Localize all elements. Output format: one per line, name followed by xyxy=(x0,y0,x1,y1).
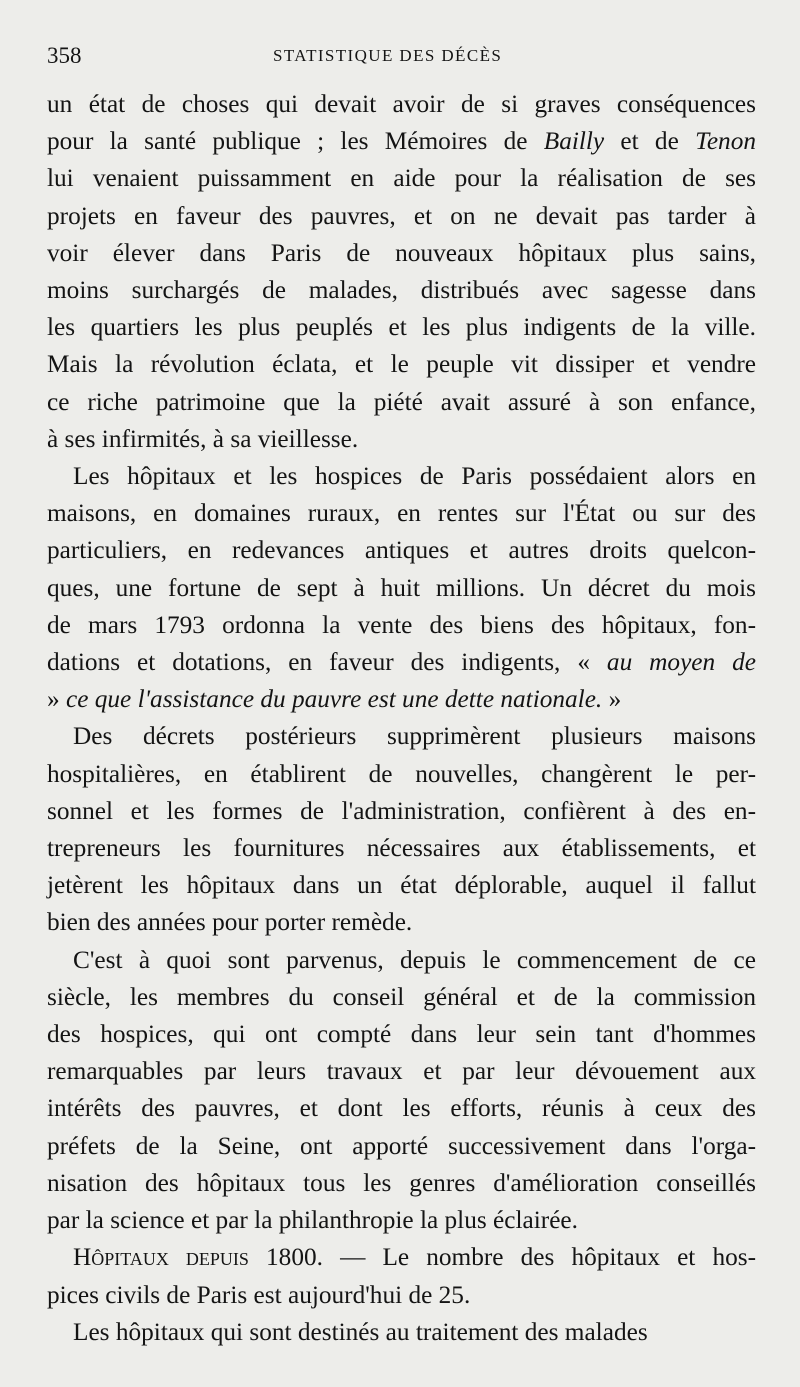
text-run: lui venaient puissamment en aide pour la réalisation de ses xyxy=(47,164,756,193)
text-run: maisons, en domaines ruraux, en rentes sur l'État ou sur des xyxy=(47,499,756,528)
text-run: particuliers, en redevances antiques et autres droits quelcon- xyxy=(47,536,756,565)
text-run: et de xyxy=(604,127,696,156)
text-run: hospitalières, en établirent de nouvelles, changèrent le per- xyxy=(47,759,756,788)
text-run: pices civils de Paris est aujourd'hui de 25. xyxy=(47,1280,471,1309)
text-line xyxy=(47,756,756,793)
text-line xyxy=(47,1239,756,1276)
text-run: les quartiers les plus peuplés et les plus indigents de la ville. xyxy=(47,313,756,342)
text-line xyxy=(47,942,756,979)
text-line xyxy=(47,123,756,160)
text-line xyxy=(47,309,756,346)
italic-text: ce que l'assistance du pauvre est une dette nationale. xyxy=(65,685,603,714)
text-run: bien des années pour porter remède. xyxy=(47,908,413,937)
text-run: ques, une fortune de sept à huit millions. Un décret du mois xyxy=(47,573,756,602)
text-run: Les hôpitaux et les hospices de Paris possédaient alors en xyxy=(73,462,756,491)
text-line xyxy=(47,1053,756,1090)
text-run: voir élever dans Paris de nouveaux hôpitaux plus sains, xyxy=(47,238,756,267)
text-run: sonnel et les formes de l'administration, confièrent à des en- xyxy=(47,796,756,825)
running-head: STATISTIQUE DES DÉCÈS xyxy=(273,46,503,65)
text-line xyxy=(47,86,756,123)
text-run: à ses infirmités, à sa vieillesse. xyxy=(47,424,359,453)
text-run: remarquables par leurs travaux et par leur dévouement aux xyxy=(47,1057,756,1086)
text-run: Des décrets postérieurs supprimèrent plusieurs maisons xyxy=(73,722,756,751)
text-line xyxy=(47,421,756,458)
text-line xyxy=(47,495,756,532)
text-line xyxy=(47,1277,756,1314)
text-line xyxy=(47,1314,756,1351)
text-line xyxy=(47,235,756,272)
text-line xyxy=(47,532,756,569)
text-run: par la science et par la philanthropie la plus éclairée. xyxy=(47,1206,578,1235)
text-run: moins surchargés de malades, distribués avec sagesse dans xyxy=(47,276,756,305)
text-line xyxy=(47,458,756,495)
text-run: » xyxy=(47,685,66,714)
text-line xyxy=(47,644,756,681)
text-run: intérêts des pauvres, et dont les efforts, réunis à ceux des xyxy=(47,1094,756,1123)
text-run: dations et dotations, en faveur des indigents, « xyxy=(47,648,607,677)
text-line xyxy=(47,198,756,235)
text-run: nisation des hôpitaux tous les genres d'amélioration conseillés xyxy=(47,1168,756,1197)
text-line xyxy=(47,346,756,383)
text-line xyxy=(47,1202,756,1239)
text-run: siècle, les membres du conseil général et de la commission xyxy=(47,982,756,1011)
text-line xyxy=(47,1090,756,1127)
page-number: 358 xyxy=(47,43,82,68)
text-line xyxy=(47,830,756,867)
text-run: » xyxy=(602,685,622,714)
text-run: Les hôpitaux qui sont destinés au traitement des malades xyxy=(73,1317,648,1346)
text-line xyxy=(47,607,756,644)
italic-text: Tenon xyxy=(695,127,756,156)
text-run: jetèrent les hôpitaux dans un état déplorable, auquel il fallut xyxy=(47,871,756,900)
body-text xyxy=(47,86,756,1351)
text-run: C'est à quoi sont parvenus, depuis le commencement de ce xyxy=(73,945,756,974)
text-run: Mais la révolution éclata, et le peuple vit dissiper et vendre xyxy=(47,350,756,379)
text-line xyxy=(47,160,756,197)
text-run: projets en faveur des pauvres, et on ne devait pas tarder à xyxy=(47,201,756,230)
text-run: ce riche patrimoine que la piété avait assuré à son enfance, xyxy=(47,387,756,416)
text-run: des hospices, qui ont compté dans leur sein tant d'hommes xyxy=(47,1020,756,1049)
section-heading: Hôpitaux depuis 1800. xyxy=(73,1243,323,1272)
text-run: préfets de la Seine, ont apporté successivement dans l'orga- xyxy=(47,1131,756,1160)
text-run: un état de choses qui devait avoir de si graves conséquences xyxy=(47,90,756,118)
text-line xyxy=(47,979,756,1016)
italic-text: au moyen de xyxy=(606,648,757,677)
text-line xyxy=(47,1128,756,1165)
page-header xyxy=(47,38,756,86)
text-run: — Le nombre des hôpitaux et hos- xyxy=(322,1243,757,1272)
text-line xyxy=(47,718,756,755)
text-line xyxy=(47,867,756,904)
text-line xyxy=(47,681,756,718)
text-line xyxy=(47,1016,756,1053)
text-line xyxy=(47,384,756,421)
text-run: de mars 1793 ordonna la vente des biens des hôpitaux, fon- xyxy=(47,610,756,639)
text-line xyxy=(47,1165,756,1202)
text-line xyxy=(47,904,756,941)
text-line xyxy=(47,272,756,309)
text-run: pour la santé publique ; les Mémoires de xyxy=(47,127,544,156)
text-line xyxy=(47,570,756,607)
italic-text: Bailly xyxy=(543,127,605,156)
text-run: trepreneurs les fournitures nécessaires aux établissements, et xyxy=(47,834,756,863)
text-line xyxy=(47,793,756,830)
